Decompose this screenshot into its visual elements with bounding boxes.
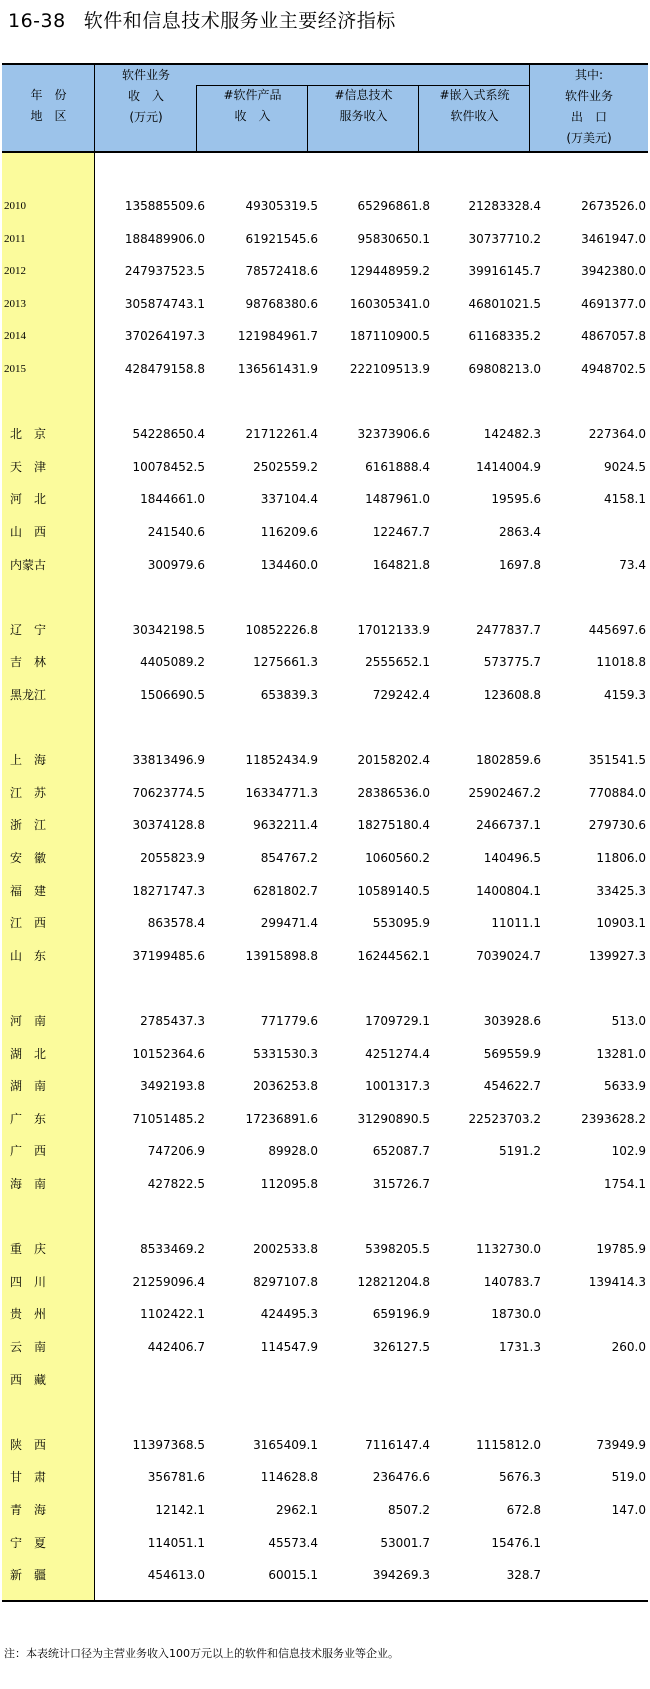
value-cell (536, 1565, 646, 1585)
value-cell: 3165409.1 (253, 1438, 318, 1452)
value-cell: 428479158.8 (124, 362, 205, 376)
value-cell: 11852434.9 (245, 753, 318, 767)
value-cell: 37199485.6 (132, 949, 205, 963)
value-cell: 442406.7 (147, 1340, 205, 1354)
value-cell: 1487961.0 (365, 492, 430, 506)
value-cell: 114051.1 (147, 1536, 205, 1550)
row-region-label: 内蒙古 (10, 558, 47, 572)
value-cell: 16244562.1 (357, 949, 430, 963)
value-cell: 299471.4 (260, 916, 318, 930)
row-region-label: 云 南 (10, 1340, 47, 1354)
value-cell: 12821204.8 (357, 1275, 430, 1289)
value-cell: 13281.0 (596, 1047, 646, 1061)
row-region-label: 湖 南 (10, 1079, 47, 1093)
header-text: 收 入 (127, 89, 164, 103)
table-row (0, 555, 650, 575)
value-cell: 1060560.2 (365, 851, 430, 865)
table-row (0, 1337, 650, 1357)
value-cell: 2477837.7 (476, 623, 541, 637)
row-region-label: 福 建 (10, 884, 47, 898)
value-cell: 3461947.0 (581, 232, 646, 246)
value-cell: 356781.6 (147, 1470, 205, 1484)
table-row (0, 1435, 650, 1455)
table-row (0, 1174, 650, 1194)
value-cell: 10078452.5 (132, 460, 205, 474)
value-cell (536, 522, 646, 542)
value-cell: 31290890.5 (357, 1112, 430, 1126)
value-cell: 424495.3 (260, 1307, 318, 1321)
value-cell: 5676.3 (499, 1470, 541, 1484)
value-cell: 11806.0 (596, 851, 646, 865)
value-cell: 4251274.4 (365, 1047, 430, 1061)
value-cell: 1802859.6 (476, 753, 541, 767)
value-cell: 445697.6 (588, 623, 646, 637)
row-region-label: 重 庆 (10, 1242, 47, 1256)
value-cell: 227364.0 (588, 427, 646, 441)
table-row (0, 1109, 650, 1129)
value-cell: 142482.3 (483, 427, 541, 441)
header-text: #软件产品 (223, 88, 282, 102)
value-cell: 326127.5 (372, 1340, 430, 1354)
value-cell: 2055823.9 (140, 851, 205, 865)
value-cell (536, 1533, 646, 1553)
table-row (0, 326, 650, 346)
value-cell: 15476.1 (491, 1536, 541, 1550)
value-cell: 6281802.7 (253, 884, 318, 898)
header-text: #嵌入式系统 (439, 88, 510, 102)
row-region-label: 河 南 (10, 1014, 47, 1028)
value-cell: 2036253.8 (253, 1079, 318, 1093)
header-divider (418, 85, 419, 151)
table-row (0, 783, 650, 803)
value-cell (536, 1370, 646, 1390)
table-row (0, 1304, 650, 1324)
row-region-label: 贵 州 (10, 1307, 47, 1321)
value-cell: 70623774.5 (132, 786, 205, 800)
header-software-revenue (95, 65, 197, 151)
value-cell: 18271747.3 (132, 884, 205, 898)
value-cell: 1132730.0 (476, 1242, 541, 1256)
value-cell: 160305341.0 (349, 297, 430, 311)
value-cell: 10852226.8 (245, 623, 318, 637)
value-cell: 21259096.4 (132, 1275, 205, 1289)
row-region-label: 江 苏 (10, 786, 47, 800)
row-region-label: 四 川 (10, 1275, 47, 1289)
value-cell: 123608.8 (483, 688, 541, 702)
value-cell: 11011.1 (491, 916, 541, 930)
value-cell: 300979.6 (147, 558, 205, 572)
value-cell: 78572418.6 (245, 264, 318, 278)
value-cell: 60015.1 (268, 1568, 318, 1582)
header-text: 其中: (574, 68, 604, 82)
row-year-label: 2013 (4, 298, 26, 310)
value-cell: 33813496.9 (132, 753, 205, 767)
row-region-label: 海 南 (10, 1177, 47, 1191)
table-number: 16-38 (8, 10, 66, 32)
value-cell: 49305319.5 (245, 199, 318, 213)
value-cell: 4158.1 (604, 492, 646, 506)
row-region-label: 广 东 (10, 1112, 47, 1126)
value-cell: 89928.0 (268, 1144, 318, 1158)
value-cell: 32373906.6 (357, 427, 430, 441)
value-cell: 25902467.2 (468, 786, 541, 800)
value-cell: 112095.8 (260, 1177, 318, 1191)
row-region-label: 浙 江 (10, 818, 47, 832)
row-region-label: 西 藏 (10, 1373, 47, 1387)
value-cell: 2555652.1 (365, 655, 430, 669)
value-cell: 328.7 (506, 1568, 541, 1582)
table-row (0, 1011, 650, 1031)
header-divider (529, 65, 530, 151)
value-cell: 1275661.3 (253, 655, 318, 669)
value-cell: 454622.7 (483, 1079, 541, 1093)
value-cell: 1115812.0 (476, 1438, 541, 1452)
table-row (0, 1565, 650, 1585)
value-cell: 260.0 (611, 1340, 646, 1354)
table-header (2, 63, 648, 153)
value-cell: 1731.3 (499, 1340, 541, 1354)
value-cell: 30374128.8 (132, 818, 205, 832)
value-cell: 3492193.8 (140, 1079, 205, 1093)
value-cell: 1697.8 (499, 558, 541, 572)
row-year-label: 2015 (4, 363, 26, 375)
value-cell: 672.8 (506, 1503, 541, 1517)
table-row (0, 881, 650, 901)
value-cell: 102.9 (611, 1144, 646, 1158)
value-cell: 1400804.1 (476, 884, 541, 898)
value-cell: 116209.6 (260, 525, 318, 539)
value-cell: 140783.7 (483, 1275, 541, 1289)
table-row (0, 1370, 650, 1390)
table-row (0, 1533, 650, 1553)
value-cell: 5633.9 (604, 1079, 646, 1093)
value-cell: 188489906.0 (124, 232, 205, 246)
header-text: #信息技术 (334, 88, 393, 102)
value-cell: 247937523.5 (124, 264, 205, 278)
value-cell: 6161888.4 (365, 460, 430, 474)
header-software-export (530, 65, 648, 151)
value-cell: 21712261.4 (245, 427, 318, 441)
row-region-label: 湖 北 (10, 1047, 47, 1061)
value-cell: 1844661.0 (140, 492, 205, 506)
table-row (0, 196, 650, 216)
value-cell: 54228650.4 (132, 427, 205, 441)
value-cell: 61921545.6 (245, 232, 318, 246)
header-text: 软件业务 (564, 89, 613, 103)
value-cell: 22523703.2 (468, 1112, 541, 1126)
row-region-label: 山 东 (10, 949, 47, 963)
row-region-label: 辽 宁 (10, 623, 47, 637)
header-divider (307, 85, 308, 151)
table-title: 软件和信息技术服务业主要经济指标 (83, 10, 396, 32)
value-cell: 222109513.9 (349, 362, 430, 376)
row-region-label: 陕 西 (10, 1438, 47, 1452)
value-cell: 61168335.2 (468, 329, 541, 343)
value-cell: 2785437.3 (140, 1014, 205, 1028)
table-row (0, 652, 650, 672)
value-cell: 73949.9 (596, 1438, 646, 1452)
header-stub-year: 年 份 (30, 88, 67, 102)
value-cell: 5331530.3 (253, 1047, 318, 1061)
value-cell: 427822.5 (147, 1177, 205, 1191)
table-bottom-rule (2, 1600, 648, 1602)
row-region-label: 青 海 (10, 1503, 47, 1517)
table-row (0, 522, 650, 542)
value-cell (320, 1370, 430, 1390)
value-cell: 241540.6 (147, 525, 205, 539)
header-text: (万美元) (566, 131, 612, 145)
value-cell: 9024.5 (604, 460, 646, 474)
value-cell: 136561431.9 (237, 362, 318, 376)
value-cell: 114628.8 (260, 1470, 318, 1484)
row-region-label: 上 海 (10, 753, 47, 767)
value-cell: 236476.6 (372, 1470, 430, 1484)
value-cell: 5191.2 (499, 1144, 541, 1158)
header-stub (2, 65, 95, 151)
table-row (0, 1044, 650, 1064)
value-cell: 454613.0 (147, 1568, 205, 1582)
value-cell: 553095.9 (372, 916, 430, 930)
table-row (0, 1500, 650, 1520)
value-cell: 771779.6 (260, 1014, 318, 1028)
table-row (0, 750, 650, 770)
table-row (0, 620, 650, 640)
value-cell: 121984961.7 (237, 329, 318, 343)
value-cell: 569559.9 (483, 1047, 541, 1061)
row-year-label: 2011 (4, 233, 26, 245)
row-region-label: 新 疆 (10, 1568, 47, 1582)
value-cell: 7039024.7 (476, 949, 541, 963)
value-cell: 1001317.3 (365, 1079, 430, 1093)
value-cell: 337104.4 (260, 492, 318, 506)
value-cell: 2962.1 (276, 1503, 318, 1517)
value-cell: 370264197.3 (124, 329, 205, 343)
row-region-label: 广 西 (10, 1144, 47, 1158)
value-cell: 98768380.6 (245, 297, 318, 311)
value-cell: 2466737.1 (476, 818, 541, 832)
value-cell: 513.0 (611, 1014, 646, 1028)
header-it-service (308, 65, 419, 151)
value-cell: 69808213.0 (468, 362, 541, 376)
value-cell: 73.4 (619, 558, 646, 572)
header-text: 服务收入 (339, 109, 388, 123)
table-row (0, 1141, 650, 1161)
value-cell: 1754.1 (604, 1177, 646, 1191)
value-cell: 4867057.8 (581, 329, 646, 343)
page-title (8, 6, 396, 33)
value-cell: 30737710.2 (468, 232, 541, 246)
value-cell: 8533469.2 (140, 1242, 205, 1256)
header-text: 收 入 (234, 109, 271, 123)
header-divider (196, 85, 530, 86)
value-cell: 519.0 (611, 1470, 646, 1484)
value-cell: 4405089.2 (140, 655, 205, 669)
value-cell (95, 1370, 205, 1390)
value-cell: 71051485.2 (132, 1112, 205, 1126)
value-cell: 20158202.4 (357, 753, 430, 767)
table-row (0, 946, 650, 966)
value-cell: 65296861.8 (357, 199, 430, 213)
value-cell: 13915898.8 (245, 949, 318, 963)
header-text: 出 口 (570, 110, 607, 124)
value-cell: 10903.1 (596, 916, 646, 930)
header-stub-region: 地 区 (30, 109, 67, 123)
value-cell: 18730.0 (491, 1307, 541, 1321)
value-cell: 28386536.0 (357, 786, 430, 800)
row-region-label: 吉 林 (10, 655, 47, 669)
value-cell: 11397368.5 (132, 1438, 205, 1452)
value-cell: 4159.3 (604, 688, 646, 702)
header-text: 软件业务 (121, 68, 170, 82)
value-cell: 45573.4 (268, 1536, 318, 1550)
value-cell: 17236891.6 (245, 1112, 318, 1126)
row-year-label: 2010 (4, 200, 26, 212)
value-cell: 95830650.1 (357, 232, 430, 246)
row-region-label: 山 西 (10, 525, 47, 539)
value-cell: 2393628.2 (581, 1112, 646, 1126)
value-cell: 3942380.0 (581, 264, 646, 278)
value-cell: 139927.3 (588, 949, 646, 963)
table-row (0, 1272, 650, 1292)
value-cell: 2673526.0 (581, 199, 646, 213)
value-cell: 8297107.8 (253, 1275, 318, 1289)
value-cell: 11018.8 (596, 655, 646, 669)
value-cell: 2863.4 (499, 525, 541, 539)
value-cell: 46801021.5 (468, 297, 541, 311)
header-divider (94, 65, 95, 151)
value-cell: 2002533.8 (253, 1242, 318, 1256)
value-cell: 394269.3 (372, 1568, 430, 1582)
table-row (0, 294, 650, 314)
row-region-label: 甘 肃 (10, 1470, 47, 1484)
table-row (0, 815, 650, 835)
header-divider (196, 85, 197, 151)
table-row (0, 685, 650, 705)
row-year-label: 2012 (4, 265, 26, 277)
table-row (0, 229, 650, 249)
header-text: (万元) (129, 110, 163, 124)
row-region-label: 宁 夏 (10, 1536, 47, 1550)
value-cell: 187110900.5 (349, 329, 430, 343)
value-cell: 5398205.5 (365, 1242, 430, 1256)
value-cell: 4948702.5 (581, 362, 646, 376)
row-region-label: 安 徽 (10, 851, 47, 865)
table-row (0, 1076, 650, 1096)
value-cell: 39916145.7 (468, 264, 541, 278)
value-cell: 30342198.5 (132, 623, 205, 637)
value-cell: 729242.4 (372, 688, 430, 702)
value-cell: 135885509.6 (124, 199, 205, 213)
table-row (0, 424, 650, 444)
value-cell: 303928.6 (483, 1014, 541, 1028)
value-cell (431, 1370, 541, 1390)
value-cell: 12142.1 (155, 1503, 205, 1517)
value-cell: 140496.5 (483, 851, 541, 865)
table-row (0, 913, 650, 933)
table-row (0, 489, 650, 509)
table-row (0, 457, 650, 477)
value-cell: 18275180.4 (357, 818, 430, 832)
value-cell (431, 1174, 541, 1194)
value-cell: 8507.2 (388, 1503, 430, 1517)
value-cell: 134460.0 (260, 558, 318, 572)
value-cell (208, 1370, 318, 1390)
value-cell: 164821.8 (372, 558, 430, 572)
table-note: 注：本表统计口径为主营业务收入100万元以上的软件和信息技术服务业等企业。 (4, 1647, 399, 1660)
value-cell: 33425.3 (596, 884, 646, 898)
value-cell: 17012133.9 (357, 623, 430, 637)
table-row (0, 261, 650, 281)
value-cell: 659196.9 (372, 1307, 430, 1321)
value-cell: 315726.7 (372, 1177, 430, 1191)
value-cell: 652087.7 (372, 1144, 430, 1158)
value-cell: 1709729.1 (365, 1014, 430, 1028)
table-row (0, 848, 650, 868)
value-cell: 10152364.6 (132, 1047, 205, 1061)
value-cell: 351541.5 (588, 753, 646, 767)
value-cell: 9632211.4 (253, 818, 318, 832)
table-row (0, 1467, 650, 1487)
value-cell: 1102422.1 (140, 1307, 205, 1321)
value-cell: 279730.6 (588, 818, 646, 832)
value-cell (536, 1304, 646, 1324)
value-cell: 4691377.0 (581, 297, 646, 311)
row-region-label: 黑龙江 (10, 688, 47, 702)
value-cell: 139414.3 (588, 1275, 646, 1289)
value-cell: 7116147.4 (365, 1438, 430, 1452)
value-cell: 21283328.4 (468, 199, 541, 213)
value-cell: 122467.7 (372, 525, 430, 539)
value-cell: 2502559.2 (253, 460, 318, 474)
value-cell: 863578.4 (147, 916, 205, 930)
table-row (0, 359, 650, 379)
value-cell: 747206.9 (147, 1144, 205, 1158)
header-embedded-software (419, 65, 530, 151)
value-cell: 653839.3 (260, 688, 318, 702)
value-cell: 770884.0 (588, 786, 646, 800)
value-cell: 854767.2 (260, 851, 318, 865)
value-cell: 305874743.1 (124, 297, 205, 311)
value-cell: 19785.9 (596, 1242, 646, 1256)
value-cell: 19595.6 (491, 492, 541, 506)
value-cell: 147.0 (611, 1503, 646, 1517)
row-year-label: 2014 (4, 330, 26, 342)
value-cell: 129448959.2 (349, 264, 430, 278)
value-cell: 114547.9 (260, 1340, 318, 1354)
header-text: 软件收入 (450, 109, 499, 123)
value-cell: 573775.7 (483, 655, 541, 669)
table-row (0, 1239, 650, 1259)
value-cell: 10589140.5 (357, 884, 430, 898)
header-software-product (197, 65, 308, 151)
value-cell: 1506690.5 (140, 688, 205, 702)
row-region-label: 北 京 (10, 427, 47, 441)
row-region-label: 天 津 (10, 460, 47, 474)
value-cell: 1414004.9 (476, 460, 541, 474)
value-cell: 16334771.3 (245, 786, 318, 800)
row-region-label: 河 北 (10, 492, 47, 506)
row-region-label: 江 西 (10, 916, 47, 930)
value-cell: 53001.7 (380, 1536, 430, 1550)
